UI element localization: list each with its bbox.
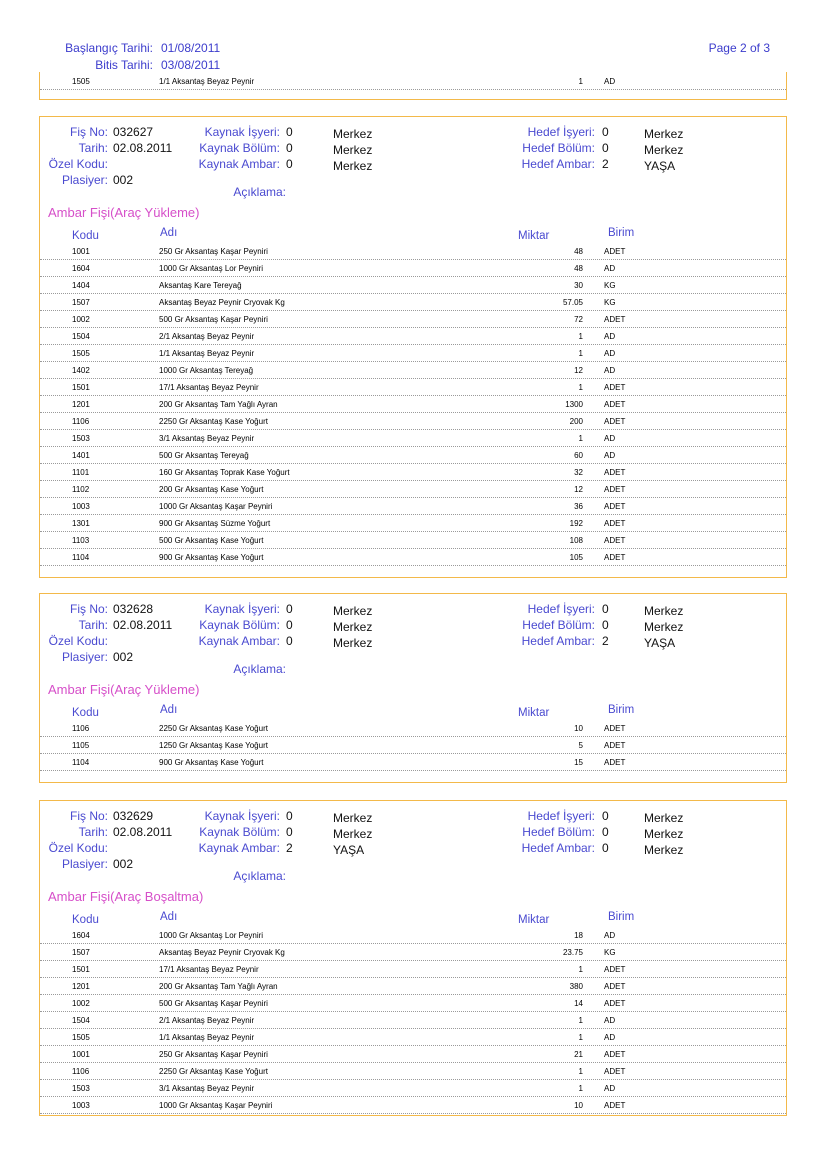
item-name: Aksantaş Kare Tereyağ xyxy=(159,281,242,290)
kaynak-bolum-label: Kaynak Bölüm: xyxy=(199,618,280,632)
item-unit: AD xyxy=(604,349,616,358)
table-row xyxy=(40,430,786,447)
ozel-kodu-label: Özel Kodu: xyxy=(48,841,108,855)
kaynak-bolum-name: Merkez xyxy=(333,143,373,157)
item-quantity: 5 xyxy=(578,741,583,750)
item-quantity: 1 xyxy=(578,332,583,341)
item-name: 500 Gr Aksantaş Kase Yoğurt xyxy=(159,536,264,545)
table-row xyxy=(40,294,786,311)
item-unit: AD xyxy=(604,1084,616,1093)
item-code: 1104 xyxy=(72,758,90,767)
item-code: 1002 xyxy=(72,315,90,324)
plasiyer-label: Plasiyer: xyxy=(61,173,108,187)
table-row xyxy=(40,73,786,90)
item-name: 900 Gr Aksantaş Kase Yoğurt xyxy=(159,758,264,767)
item-quantity: 10 xyxy=(574,1101,583,1110)
item-unit: KG xyxy=(604,948,616,957)
item-name: 17/1 Aksantaş Beyaz Peynir xyxy=(159,383,259,392)
item-unit: ADET xyxy=(604,1067,626,1076)
item-unit: ADET xyxy=(604,741,626,750)
item-quantity: 18 xyxy=(574,931,583,940)
column-header-miktar: Miktar xyxy=(518,707,550,719)
receipt-title: Ambar Fişi(Araç Yükleme) xyxy=(48,205,200,220)
start-date-label: Başlangıç Tarihi: xyxy=(65,41,153,55)
kaynak-isyeri-name: Merkez xyxy=(333,604,373,618)
item-code: 1201 xyxy=(72,982,90,991)
table-row xyxy=(40,1097,786,1114)
table-row xyxy=(40,481,786,498)
item-code: 1102 xyxy=(72,485,90,494)
item-unit: ADET xyxy=(604,519,626,528)
hedef-bolum-label: Hedef Bölüm: xyxy=(522,618,595,632)
kaynak-isyeri-label: Kaynak İşyeri: xyxy=(204,602,280,616)
hedef-bolum-no: 0 xyxy=(602,141,609,155)
table-row xyxy=(40,995,786,1012)
item-quantity: 14 xyxy=(574,999,583,1008)
column-header-birim: Birim xyxy=(608,911,635,923)
hedef-isyeri-name: Merkez xyxy=(644,604,684,618)
table-row xyxy=(40,498,786,515)
item-unit: AD xyxy=(604,264,616,273)
hedef-bolum-no: 0 xyxy=(602,618,609,632)
hedef-bolum-no: 0 xyxy=(602,825,609,839)
kaynak-isyeri-no: 0 xyxy=(286,602,293,616)
item-quantity: 57.05 xyxy=(562,298,583,307)
item-quantity: 1 xyxy=(578,434,583,443)
column-header-kodu: Kodu xyxy=(72,230,99,242)
item-unit: ADET xyxy=(604,417,626,426)
item-unit: ADET xyxy=(604,982,626,991)
table-row xyxy=(40,720,786,737)
item-name: 200 Gr Aksantaş Tam Yağlı Ayran xyxy=(159,400,278,409)
table-row xyxy=(40,413,786,430)
table-row xyxy=(40,260,786,277)
table-row xyxy=(40,961,786,978)
item-quantity: 1 xyxy=(578,349,583,358)
item-unit: ADET xyxy=(604,485,626,494)
item-name: 200 Gr Aksantaş Tam Yağlı Ayran xyxy=(159,982,278,991)
item-code: 1301 xyxy=(72,519,90,528)
table-row xyxy=(40,944,786,961)
kaynak-bolum-no: 0 xyxy=(286,618,293,632)
item-code: 1503 xyxy=(72,434,90,443)
table-row xyxy=(40,243,786,260)
item-name: 1000 Gr Aksantaş Tereyağ xyxy=(159,366,254,375)
item-name: 1000 Gr Aksantaş Lor Peyniri xyxy=(159,931,264,940)
item-quantity: 30 xyxy=(574,281,583,290)
fis-no-label: Fiş No: xyxy=(69,125,108,139)
kaynak-ambar-label: Kaynak Ambar: xyxy=(198,841,280,855)
table-row xyxy=(40,532,786,549)
item-code: 1105 xyxy=(72,741,90,750)
item-unit: ADET xyxy=(604,724,626,733)
hedef-ambar-no: 2 xyxy=(602,634,609,648)
hedef-bolum-name: Merkez xyxy=(644,143,684,157)
kaynak-ambar-label: Kaynak Ambar: xyxy=(198,634,280,648)
hedef-ambar-label: Hedef Ambar: xyxy=(521,157,595,171)
item-code: 1504 xyxy=(72,1016,90,1025)
kaynak-bolum-no: 0 xyxy=(286,141,293,155)
item-code: 1501 xyxy=(72,383,90,392)
column-header-birim: Birim xyxy=(608,704,635,716)
item-name: 1000 Gr Aksantaş Lor Peyniri xyxy=(159,264,264,273)
item-unit: AD xyxy=(604,366,616,375)
item-name: 1/1 Aksantaş Beyaz Peynir xyxy=(159,349,255,358)
table-row xyxy=(40,549,786,566)
receipt-block xyxy=(39,800,787,1116)
table-row xyxy=(40,379,786,396)
hedef-isyeri-no: 0 xyxy=(602,809,609,823)
item-name: 1250 Gr Aksantaş Kase Yoğurt xyxy=(159,741,268,750)
item-code: 1505 xyxy=(72,1033,90,1042)
item-unit: AD xyxy=(604,1033,616,1042)
column-header-kodu: Kodu xyxy=(72,707,99,719)
table-row xyxy=(40,737,786,754)
fis-no-value: 032629 xyxy=(113,809,154,823)
item-code: 1002 xyxy=(72,999,90,1008)
kaynak-isyeri-name: Merkez xyxy=(333,127,373,141)
item-code: 1505 xyxy=(72,77,90,86)
kaynak-bolum-label: Kaynak Bölüm: xyxy=(199,825,280,839)
item-code: 1104 xyxy=(72,553,90,562)
kaynak-ambar-no: 0 xyxy=(286,157,293,171)
item-quantity: 48 xyxy=(574,264,583,273)
item-code: 1507 xyxy=(72,298,90,307)
kaynak-bolum-label: Kaynak Bölüm: xyxy=(199,141,280,155)
item-quantity: 15 xyxy=(574,758,583,767)
item-quantity: 36 xyxy=(574,502,583,511)
kaynak-isyeri-label: Kaynak İşyeri: xyxy=(204,125,280,139)
hedef-bolum-name: Merkez xyxy=(644,827,684,841)
item-quantity: 1 xyxy=(578,1016,583,1025)
item-code: 1101 xyxy=(72,468,90,477)
continuation-box xyxy=(39,72,787,100)
item-code: 1003 xyxy=(72,502,90,511)
table-row xyxy=(40,1012,786,1029)
item-name: 1000 Gr Aksantaş Kaşar Peyniri xyxy=(159,1101,273,1110)
hedef-ambar-name: YAŞA xyxy=(644,159,676,173)
item-quantity: 380 xyxy=(569,982,583,991)
tarih-value: 02.08.2011 xyxy=(113,825,173,839)
hedef-isyeri-label: Hedef İşyeri: xyxy=(527,809,595,823)
hedef-bolum-label: Hedef Bölüm: xyxy=(522,141,595,155)
table-row xyxy=(40,515,786,532)
hedef-isyeri-name: Merkez xyxy=(644,811,684,825)
aciklama-label: Açıklama: xyxy=(233,662,286,676)
column-header-kodu: Kodu xyxy=(72,914,99,926)
fis-no-value: 032628 xyxy=(113,602,154,616)
item-quantity: 1 xyxy=(578,965,583,974)
kaynak-ambar-name: YAŞA xyxy=(333,843,365,857)
item-quantity: 12 xyxy=(574,366,583,375)
ozel-kodu-label: Özel Kodu: xyxy=(48,157,108,171)
table-row xyxy=(40,362,786,379)
item-quantity: 192 xyxy=(569,519,583,528)
table-row xyxy=(40,464,786,481)
kaynak-ambar-no: 2 xyxy=(286,841,293,855)
item-code: 1505 xyxy=(72,349,90,358)
plasiyer-label: Plasiyer: xyxy=(61,857,108,871)
item-unit: ADET xyxy=(604,315,626,324)
table-row xyxy=(40,311,786,328)
item-unit: ADET xyxy=(604,999,626,1008)
item-code: 1001 xyxy=(72,247,90,256)
item-unit: ADET xyxy=(604,553,626,562)
item-name: Aksantaş Beyaz Peynir Cryovak Kg xyxy=(159,948,285,957)
item-name: 1000 Gr Aksantaş Kaşar Peyniri xyxy=(159,502,273,511)
item-quantity: 72 xyxy=(574,315,583,324)
ozel-kodu-label: Özel Kodu: xyxy=(48,634,108,648)
hedef-ambar-name: Merkez xyxy=(644,843,684,857)
item-code: 1106 xyxy=(72,1067,90,1076)
kaynak-ambar-no: 0 xyxy=(286,634,293,648)
item-unit: AD xyxy=(604,77,616,86)
hedef-isyeri-label: Hedef İşyeri: xyxy=(527,125,595,139)
table-row xyxy=(40,1063,786,1080)
item-quantity: 32 xyxy=(574,468,583,477)
item-name: 1/1 Aksantaş Beyaz Peynir xyxy=(159,77,255,86)
item-name: 2250 Gr Aksantaş Kase Yoğurt xyxy=(159,724,268,733)
item-code: 1604 xyxy=(72,931,90,940)
kaynak-bolum-no: 0 xyxy=(286,825,293,839)
receipt-title: Ambar Fişi(Araç Boşaltma) xyxy=(48,889,204,904)
item-name: 500 Gr Aksantaş Kaşar Peyniri xyxy=(159,315,268,324)
item-quantity: 10 xyxy=(574,724,583,733)
item-quantity: 1 xyxy=(578,383,583,392)
kaynak-isyeri-no: 0 xyxy=(286,809,293,823)
item-unit: ADET xyxy=(604,536,626,545)
item-code: 1106 xyxy=(72,417,90,426)
item-unit: ADET xyxy=(604,400,626,409)
hedef-ambar-no: 2 xyxy=(602,157,609,171)
column-header-miktar: Miktar xyxy=(518,914,550,926)
item-code: 1503 xyxy=(72,1084,90,1093)
column-header-adi: Adı xyxy=(160,704,178,716)
plasiyer-value: 002 xyxy=(113,173,134,187)
item-code: 1404 xyxy=(72,281,90,290)
kaynak-ambar-label: Kaynak Ambar: xyxy=(198,157,280,171)
end-date-label: Bitis Tarihi: xyxy=(95,58,153,72)
tarih-label: Tarih: xyxy=(78,618,108,632)
hedef-ambar-label: Hedef Ambar: xyxy=(521,841,595,855)
item-unit: KG xyxy=(604,281,616,290)
item-name: 3/1 Aksantaş Beyaz Peynir xyxy=(159,1084,255,1093)
item-unit: ADET xyxy=(604,1101,626,1110)
receipt-block xyxy=(39,116,787,578)
hedef-ambar-label: Hedef Ambar: xyxy=(521,634,595,648)
column-header-adi: Adı xyxy=(160,227,178,239)
item-quantity: 108 xyxy=(569,536,583,545)
item-quantity: 12 xyxy=(574,485,583,494)
item-quantity: 1 xyxy=(578,1084,583,1093)
item-name: 2250 Gr Aksantaş Kase Yoğurt xyxy=(159,417,268,426)
item-name: 500 Gr Aksantaş Tereyağ xyxy=(159,451,249,460)
kaynak-isyeri-name: Merkez xyxy=(333,811,373,825)
item-unit: AD xyxy=(604,434,616,443)
item-code: 1507 xyxy=(72,948,90,957)
hedef-isyeri-label: Hedef İşyeri: xyxy=(527,602,595,616)
item-name: 2/1 Aksantaş Beyaz Peynir xyxy=(159,1016,255,1025)
column-header-birim: Birim xyxy=(608,227,635,239)
table-row xyxy=(40,927,786,944)
item-unit: ADET xyxy=(604,502,626,511)
kaynak-isyeri-label: Kaynak İşyeri: xyxy=(204,809,280,823)
hedef-ambar-name: YAŞA xyxy=(644,636,676,650)
plasiyer-label: Plasiyer: xyxy=(61,650,108,664)
table-row xyxy=(40,1080,786,1097)
item-name: 250 Gr Aksantaş Kaşar Peyniri xyxy=(159,247,268,256)
item-code: 1604 xyxy=(72,264,90,273)
item-unit: ADET xyxy=(604,247,626,256)
column-header-miktar: Miktar xyxy=(518,230,550,242)
item-name: Aksantaş Beyaz Peynir Cryovak Kg xyxy=(159,298,285,307)
item-unit: AD xyxy=(604,1016,616,1025)
item-unit: ADET xyxy=(604,965,626,974)
table-row xyxy=(40,1046,786,1063)
tarih-value: 02.08.2011 xyxy=(113,618,173,632)
item-quantity: 200 xyxy=(569,417,583,426)
item-unit: AD xyxy=(604,931,616,940)
table-row xyxy=(40,1029,786,1046)
hedef-ambar-no: 0 xyxy=(602,841,609,855)
item-name: 250 Gr Aksantaş Kaşar Peyniri xyxy=(159,1050,268,1059)
item-name: 200 Gr Aksantaş Kase Yoğurt xyxy=(159,485,264,494)
item-name: 3/1 Aksantaş Beyaz Peynir xyxy=(159,434,255,443)
item-unit: ADET xyxy=(604,383,626,392)
item-code: 1402 xyxy=(72,366,90,375)
item-quantity: 1 xyxy=(578,1033,583,1042)
fis-no-label: Fiş No: xyxy=(69,809,108,823)
hedef-bolum-label: Hedef Bölüm: xyxy=(522,825,595,839)
item-name: 160 Gr Aksantaş Toprak Kase Yoğurt xyxy=(159,468,290,477)
end-date-value: 03/08/2011 xyxy=(161,58,221,72)
table-row xyxy=(40,447,786,464)
item-quantity: 1300 xyxy=(565,400,583,409)
hedef-isyeri-no: 0 xyxy=(602,125,609,139)
receipt-block xyxy=(39,593,787,783)
item-name: 17/1 Aksantaş Beyaz Peynir xyxy=(159,965,259,974)
item-name: 2250 Gr Aksantaş Kase Yoğurt xyxy=(159,1067,268,1076)
plasiyer-value: 002 xyxy=(113,650,134,664)
table-row xyxy=(40,978,786,995)
kaynak-isyeri-no: 0 xyxy=(286,125,293,139)
start-date-value: 01/08/2011 xyxy=(161,41,221,55)
fis-no-value: 032627 xyxy=(113,125,154,139)
kaynak-ambar-name: Merkez xyxy=(333,159,373,173)
aciklama-label: Açıklama: xyxy=(233,185,286,199)
item-code: 1003 xyxy=(72,1101,90,1110)
tarih-value: 02.08.2011 xyxy=(113,141,173,155)
item-code: 1504 xyxy=(72,332,90,341)
fis-no-label: Fiş No: xyxy=(69,602,108,616)
item-unit: KG xyxy=(604,298,616,307)
table-row xyxy=(40,277,786,294)
item-name: 1/1 Aksantaş Beyaz Peynir xyxy=(159,1033,255,1042)
item-unit: ADET xyxy=(604,1050,626,1059)
tarih-label: Tarih: xyxy=(78,141,108,155)
kaynak-bolum-name: Merkez xyxy=(333,827,373,841)
kaynak-ambar-name: Merkez xyxy=(333,636,373,650)
table-row xyxy=(40,345,786,362)
table-row xyxy=(40,396,786,413)
item-quantity: 1 xyxy=(578,77,583,86)
item-unit: ADET xyxy=(604,758,626,767)
item-quantity: 105 xyxy=(569,553,583,562)
item-quantity: 21 xyxy=(574,1050,583,1059)
receipt-title: Ambar Fişi(Araç Yükleme) xyxy=(48,682,200,697)
aciklama-label: Açıklama: xyxy=(233,869,286,883)
table-row xyxy=(40,754,786,771)
item-code: 1106 xyxy=(72,724,90,733)
item-quantity: 23.75 xyxy=(562,948,583,957)
item-unit: ADET xyxy=(604,468,626,477)
item-code: 1001 xyxy=(72,1050,90,1059)
column-header-adi: Adı xyxy=(160,911,178,923)
item-code: 1401 xyxy=(72,451,90,460)
item-quantity: 48 xyxy=(574,247,583,256)
hedef-isyeri-name: Merkez xyxy=(644,127,684,141)
kaynak-bolum-name: Merkez xyxy=(333,620,373,634)
item-unit: AD xyxy=(604,332,616,341)
item-name: 2/1 Aksantaş Beyaz Peynir xyxy=(159,332,255,341)
plasiyer-value: 002 xyxy=(113,857,134,871)
page-number: Page 2 of 3 xyxy=(708,41,770,55)
item-name: 900 Gr Aksantaş Süzme Yoğurt xyxy=(159,519,271,528)
item-name: 500 Gr Aksantaş Kaşar Peyniri xyxy=(159,999,268,1008)
item-code: 1103 xyxy=(72,536,90,545)
item-name: 900 Gr Aksantaş Kase Yoğurt xyxy=(159,553,264,562)
hedef-bolum-name: Merkez xyxy=(644,620,684,634)
table-row xyxy=(40,328,786,345)
item-quantity: 60 xyxy=(574,451,583,460)
tarih-label: Tarih: xyxy=(78,825,108,839)
item-code: 1501 xyxy=(72,965,90,974)
hedef-isyeri-no: 0 xyxy=(602,602,609,616)
item-code: 1201 xyxy=(72,400,90,409)
item-unit: AD xyxy=(604,451,616,460)
item-quantity: 1 xyxy=(578,1067,583,1076)
